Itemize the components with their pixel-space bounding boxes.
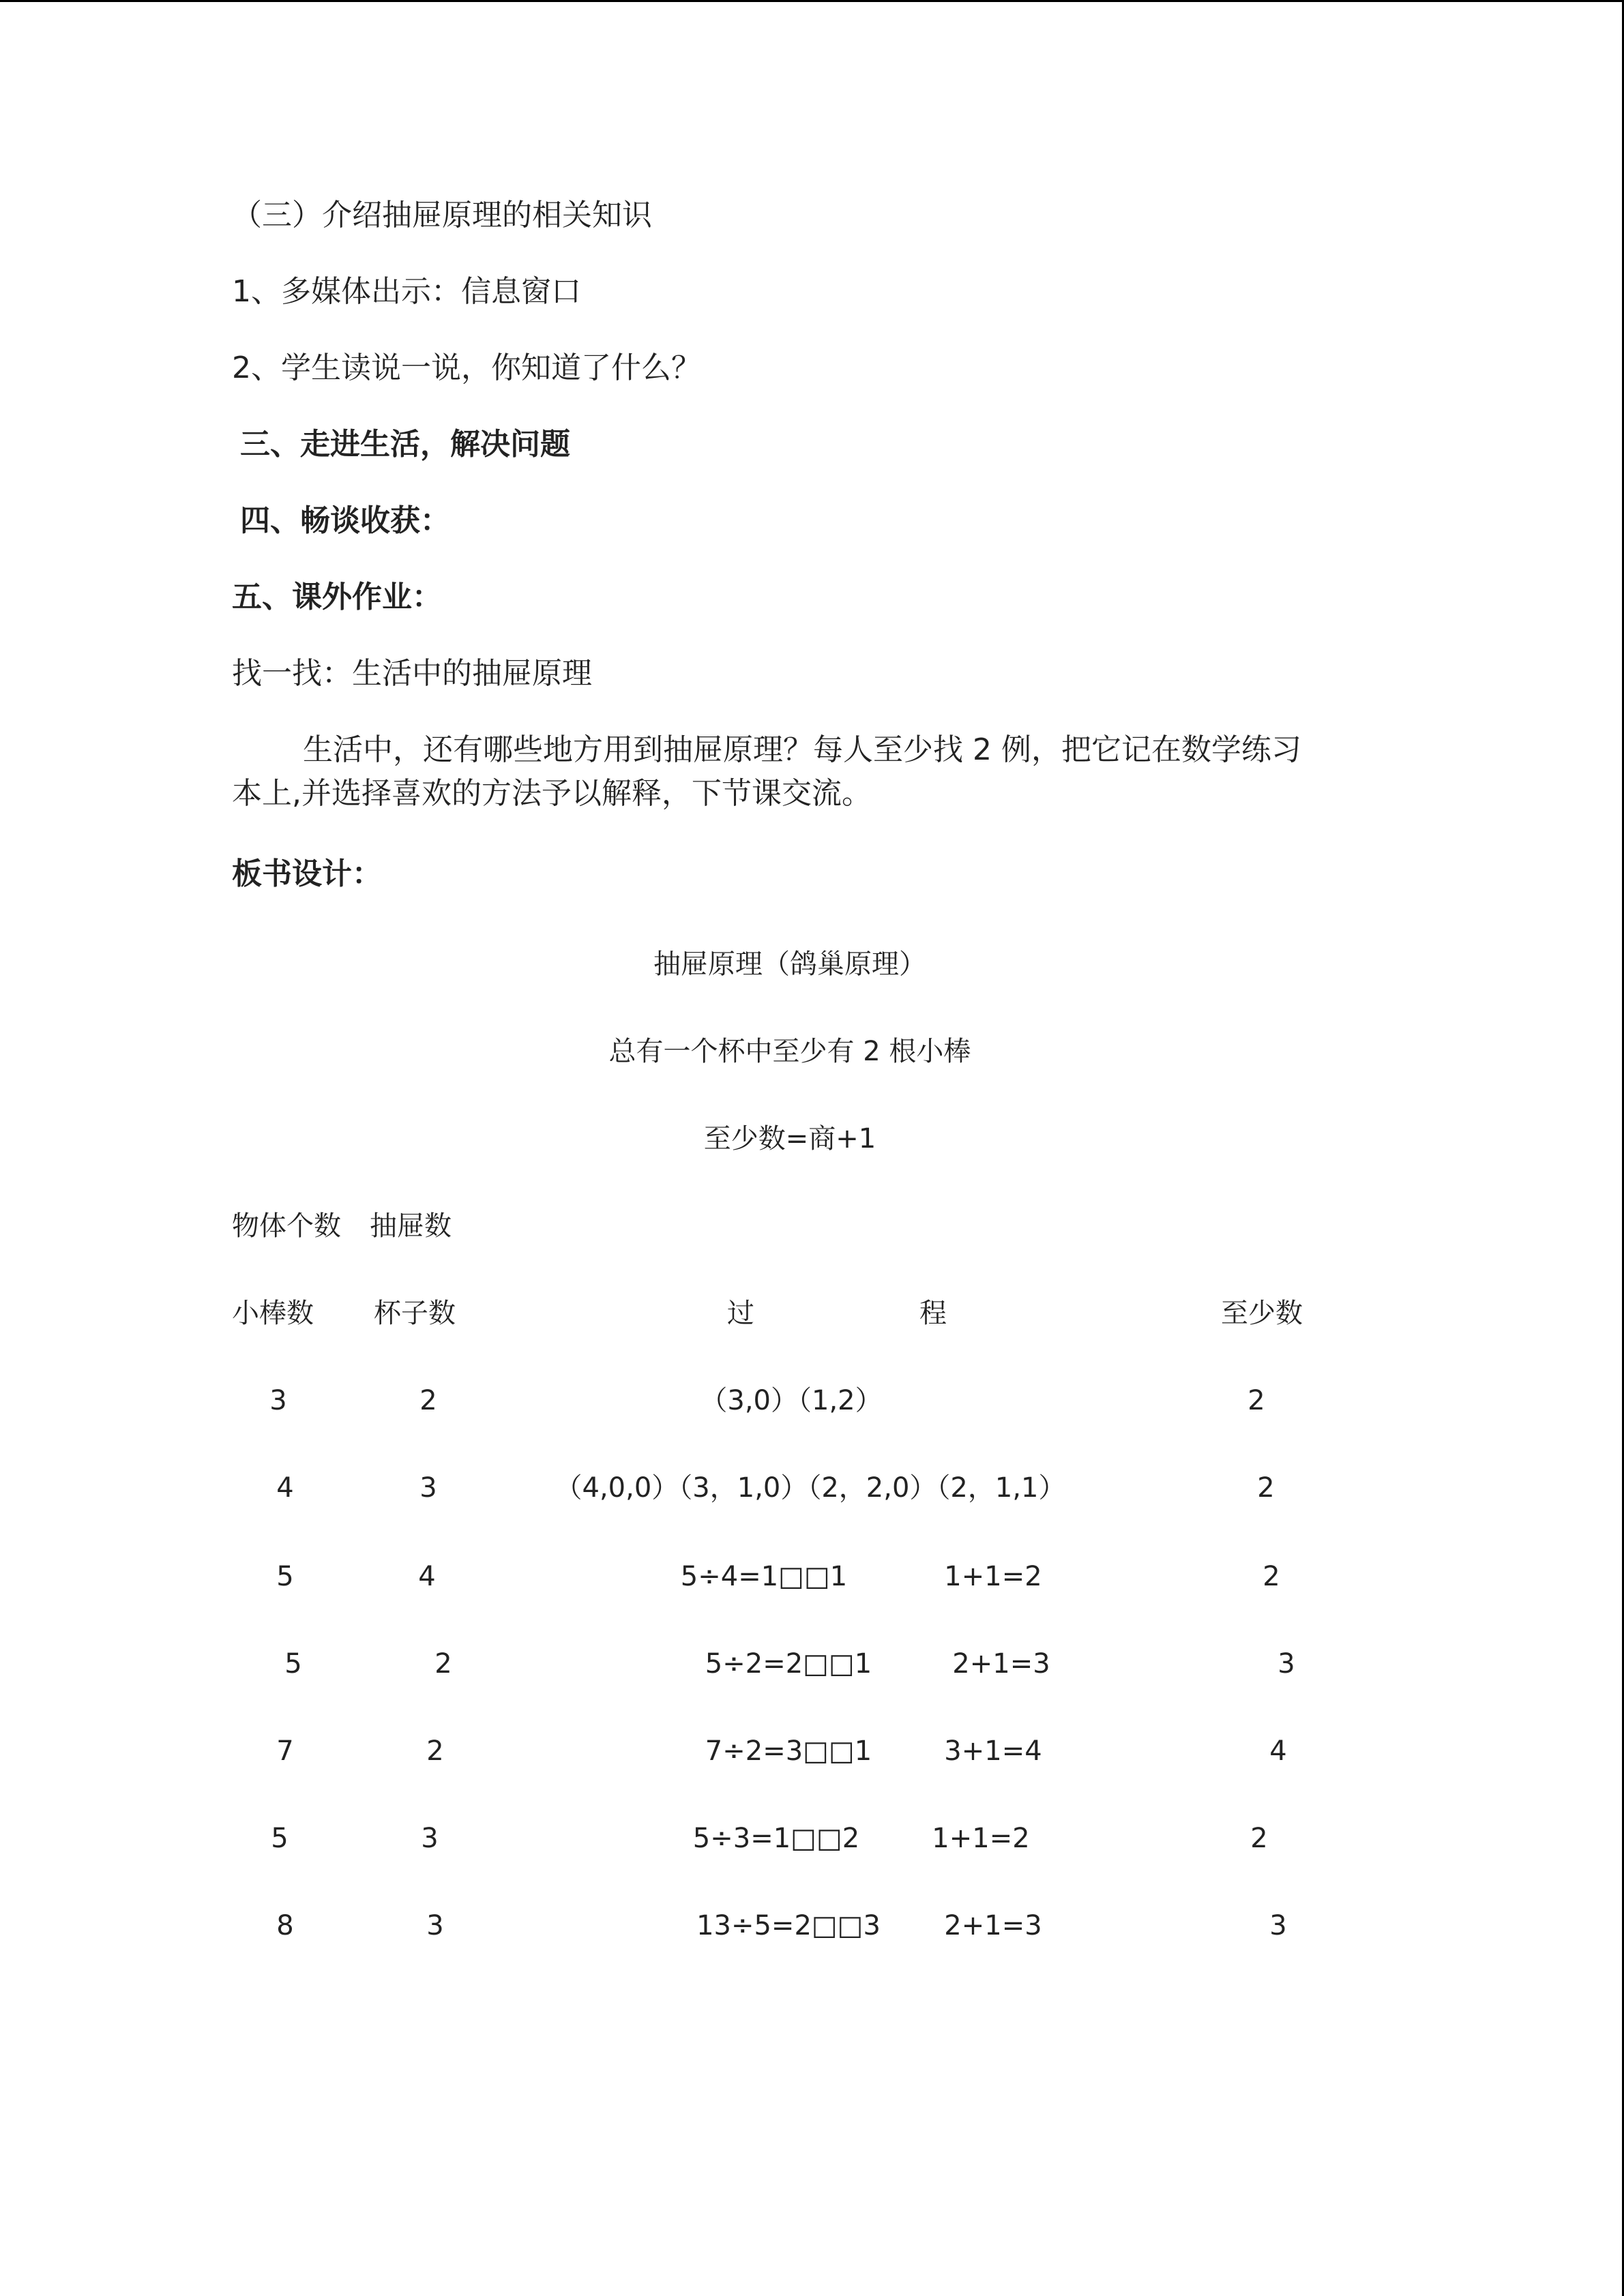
table-cell-process-2: 1+1=2 — [932, 1823, 1030, 1854]
table-cell-cups: 2 — [419, 1385, 437, 1416]
table-cell-process: （4,0,0）（3，1,0）（2，2,0）（2，1,1） — [555, 1472, 1066, 1504]
heading-section-three: 三、走进生活，解决问题 — [240, 427, 570, 462]
table-cell-cups: 4 — [418, 1561, 436, 1592]
table-cell-process-2: 2+1=3 — [944, 1910, 1042, 1941]
table-cell-sticks: 8 — [276, 1910, 294, 1941]
table-cell-process: 13÷5=2□□3 — [696, 1910, 881, 1941]
paragraph-line-1: 生活中，还有哪些地方用到抽屉原理？每人至少找 2 例，把它记在数学练习 — [303, 732, 1301, 767]
paragraph-line-2: 本上,并选择喜欢的方法予以解释，下节课交流。 — [232, 776, 872, 811]
header-min: 至少数 — [1221, 1298, 1303, 1329]
list-item-2: 2、学生读说一说，你知道了什么？ — [232, 351, 701, 385]
table-cell-sticks: 4 — [276, 1472, 294, 1504]
table-cell-process: 5÷3=1□□2 — [692, 1823, 860, 1854]
table-cell-process: （3,0）（1,2） — [700, 1385, 883, 1416]
page-top-border — [0, 0, 1624, 2]
board-design-heading: 板书设计： — [232, 856, 382, 891]
table-cell-min: 4 — [1269, 1735, 1287, 1767]
homework-paragraph — [232, 728, 1391, 816]
table-cell-sticks: 3 — [269, 1385, 287, 1416]
header-sticks: 小棒数 — [232, 1298, 314, 1329]
label-drawer-count: 抽屉数 — [370, 1210, 452, 1242]
table-cell-process: 7÷2=3□□1 — [705, 1735, 872, 1767]
header-process-b: 程 — [919, 1298, 947, 1329]
table-cell-min: 2 — [1257, 1472, 1275, 1504]
table-cell-cups: 2 — [434, 1648, 452, 1680]
table-cell-min: 3 — [1278, 1648, 1295, 1680]
section-heading-3: （三）介绍抽屉原理的相关知识 — [232, 198, 652, 233]
table-cell-sticks: 7 — [276, 1735, 294, 1767]
find-task: 找一找：生活中的抽屉原理 — [232, 656, 592, 691]
table-cell-process: 5÷4=1□□1 — [680, 1561, 848, 1592]
board-formula: 至少数=商+1 — [703, 1123, 876, 1154]
table-cell-cups: 3 — [426, 1910, 444, 1941]
heading-section-four: 四、畅谈收获： — [240, 503, 450, 538]
table-cell-process: 5÷2=2□□1 — [705, 1648, 872, 1680]
table-cell-process-2: 2+1=3 — [952, 1648, 1050, 1680]
table-cell-min: 2 — [1263, 1561, 1280, 1592]
table-cell-min: 3 — [1269, 1910, 1287, 1941]
table-cell-cups: 3 — [421, 1823, 439, 1854]
list-item-1: 1、多媒体出示：信息窗口 — [232, 274, 581, 309]
header-process-a: 过 — [727, 1298, 754, 1329]
header-cups: 杯子数 — [374, 1298, 456, 1329]
table-cell-process-2: 3+1=4 — [944, 1735, 1042, 1767]
heading-section-five: 五、课外作业： — [232, 580, 442, 614]
table-cell-min: 2 — [1250, 1823, 1268, 1854]
label-object-count: 物体个数 — [232, 1210, 341, 1242]
table-cell-cups: 3 — [419, 1472, 437, 1504]
table-cell-sticks: 5 — [284, 1648, 302, 1680]
table-cell-process-2: 1+1=2 — [944, 1561, 1042, 1592]
board-title: 抽屉原理（鸽巢原理） — [653, 949, 926, 980]
table-cell-sticks: 5 — [276, 1561, 294, 1592]
table-cell-cups: 2 — [426, 1735, 444, 1767]
table-cell-sticks: 5 — [271, 1823, 289, 1854]
table-cell-min: 2 — [1247, 1385, 1265, 1416]
board-subtitle: 总有一个杯中至少有 2 根小棒 — [608, 1036, 971, 1067]
